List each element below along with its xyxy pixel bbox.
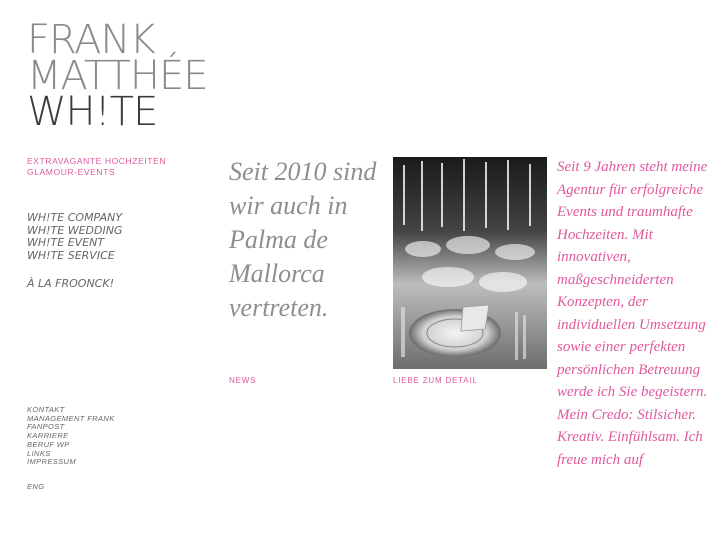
nav-fanpost[interactable]: FANPOST bbox=[27, 422, 65, 432]
nav-karriere[interactable]: KARRIERE bbox=[27, 431, 69, 441]
nav-links[interactable]: LINKS bbox=[27, 448, 51, 458]
photo-image bbox=[393, 157, 547, 369]
site-logo[interactable] bbox=[27, 17, 208, 135]
brand-nav bbox=[27, 212, 123, 262]
news-link[interactable]: NEWS bbox=[229, 376, 257, 385]
table-setting-photo bbox=[393, 157, 547, 369]
nav-management-frank[interactable]: MANAGEMENT FRANK bbox=[27, 413, 115, 423]
language-switch-link[interactable]: ENG bbox=[27, 482, 45, 491]
intro-text: Seit 9 Jahren steht meine Agentur für erfolgreiche Events und traumhafte Hochzeiten. Mit innovativen, maßgeschneiderten Konzepten, der individuellen Umsetzung sowie einer perfekten persönlichen Betreuung werde ich Sie begeistern. Mein Credo: Stilsicher. Kreativ. Einfühlsam. Ich freue mich auf bbox=[557, 159, 708, 468]
logo-line-matthee: MATTHÉE bbox=[27, 53, 208, 99]
nav-white-wedding[interactable]: WH!TE WEDDING bbox=[27, 223, 123, 237]
motto-link[interactable]: À LA FROONCK! bbox=[27, 277, 114, 290]
nav-kontakt[interactable]: KONTAKT bbox=[27, 405, 65, 414]
logo-line-frank: FRANK bbox=[27, 17, 155, 63]
logo-line-white: WH!TE bbox=[27, 89, 158, 135]
nav-white-service[interactable]: WH!TE SERVICE bbox=[27, 248, 115, 262]
nav-white-company[interactable]: WH!TE COMPANY bbox=[27, 211, 123, 224]
tagline-line-1: EXTRAVAGANTE HOCHZEITEN bbox=[27, 156, 167, 166]
headline: Seit 2010 sind wir auch in Palma de Mallorca vertreten. bbox=[229, 157, 377, 322]
nav-white-event[interactable]: WH!TE EVENT bbox=[27, 236, 105, 249]
nav-beruf-wp[interactable]: BERUF WP bbox=[27, 439, 70, 449]
detail-link[interactable]: LIEBE ZUM DETAIL bbox=[393, 376, 478, 385]
nav-impressum[interactable]: IMPRESSUM bbox=[27, 457, 77, 467]
tagline-line-2: GLAMOUR-EVENTS bbox=[27, 167, 116, 177]
tagline bbox=[27, 156, 166, 178]
footer-nav bbox=[27, 406, 115, 467]
